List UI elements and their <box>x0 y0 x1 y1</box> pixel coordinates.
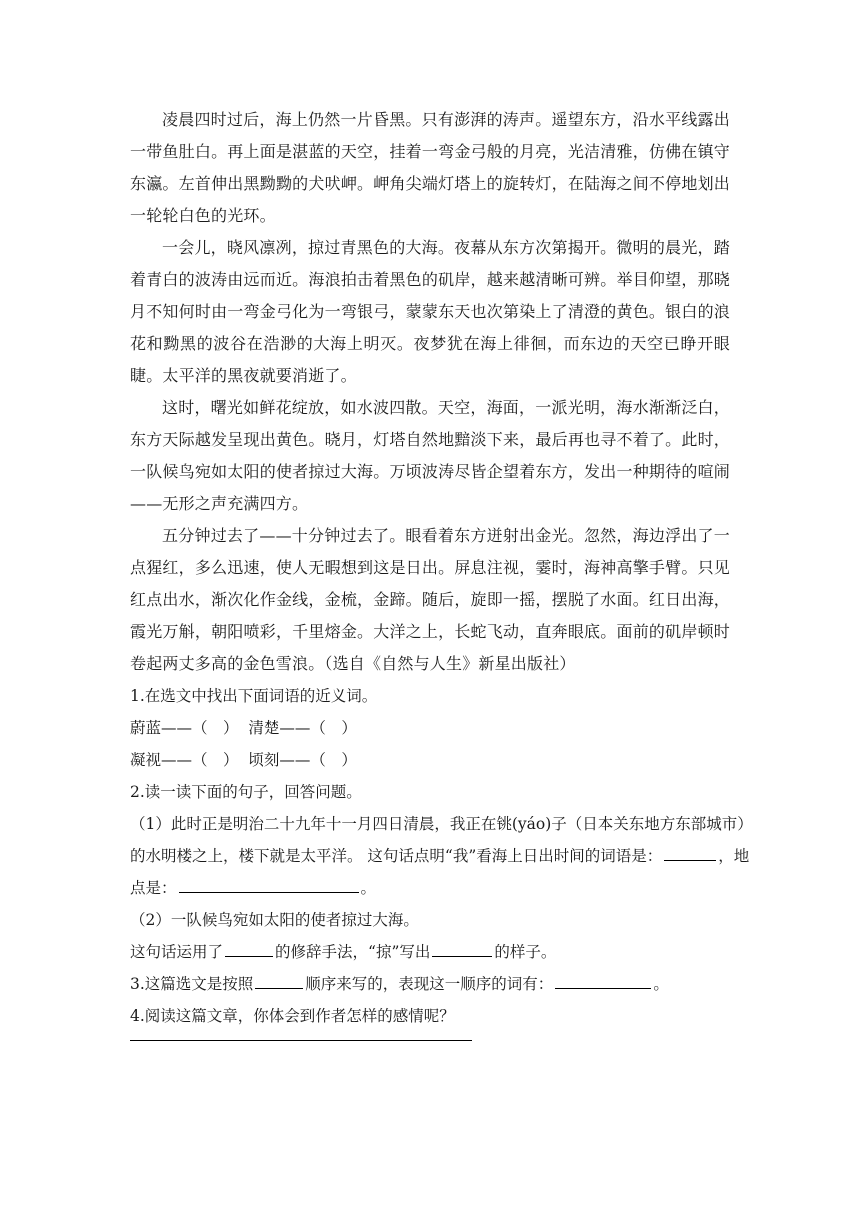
document-page <box>130 104 753 1032</box>
question-2-1-line-3 <box>130 872 730 904</box>
question-1-title: 1.在选文中找出下面词语的近义词。 <box>130 687 378 705</box>
question-2-1-place-label: 点是： <box>130 879 177 897</box>
answer-blank-time[interactable] <box>664 859 716 861</box>
passage-paragraph-3: 这时，曙光如鲜花绽放，如水波四散。天空，海面，一派光明，海水渐渐泛白，东方天际越发呈现出黄色。晓月，灯塔自然地黯淡下来，最后再也寻不着了。此时，一队候鸟宛如太阳的使者掠过大海。万顷波涛尽皆企望着东方，发出一种期待的喧闹——无形之声充满四方。 <box>130 398 730 513</box>
question-2-title: 2.读一读下面的句子，回答问题。 <box>130 783 362 801</box>
passage-paragraph-1: 凌晨四时过后，海上仍然一片昏黑。只有澎湃的涛声。遥望东方，沿水平线露出一带鱼肚白。再上面是湛蓝的天空，挂着一弯金弓般的月亮，光洁清雅，仿佛在镇守东瀛。左首伸出黑黝黝的犬吠岬。岬角尖端灯塔上的旋转灯，在陆海之间不停地划出一轮轮白色的光环。 <box>130 110 730 225</box>
passage-paragraph-2: 一会儿，晓风凛冽，掠过青黑色的大海。夜幕从东方次第揭开。微明的晨光，踏着青白的波涛由远而近。海浪拍击着黑色的矶岸，越来越清晰可辨。举目仰望，那晓月不知何时由一弯金弓化为一弯银弓，蒙蒙东天也次第染上了清澄的黄色。银白的浪花和黝黑的波谷在浩渺的大海上明灭。夜梦犹在海上徘徊，而东边的天空已睁开眼睫。太平洋的黑夜就要消逝了。 <box>130 238 730 385</box>
answer-blank-order[interactable] <box>255 987 303 989</box>
question-2-1-line-1: （1）此时正是明治二十九年十一月四日清晨，我正在铫(yáo)子（日本关东地方东部城市） <box>130 815 753 833</box>
synonym-item-qingke: 顷刻——（ ） <box>248 751 357 769</box>
question-3-text-b: 顺序来写的，表现这一顺序的词有： <box>305 975 554 993</box>
question-2-1-text-tail: ，地 <box>718 847 750 865</box>
question-3-text-a: 3.这篇选文是按照 <box>130 975 254 993</box>
question-2-2-text-c: 的样子。 <box>494 943 557 961</box>
answer-blank-place[interactable] <box>179 891 359 893</box>
question-3-period: 。 <box>653 975 669 993</box>
answer-blank-order-words[interactable] <box>555 987 651 989</box>
question-3 <box>130 968 730 1000</box>
question-2-1-line-2 <box>130 840 750 872</box>
question-2-2-line-2 <box>130 936 730 968</box>
answer-line-question-4[interactable] <box>130 1040 472 1041</box>
synonym-item-weilan: 蔚蓝——（ ） <box>130 719 239 737</box>
question-2-2-text-a: 这句话运用了 <box>130 943 224 961</box>
answer-blank-rhetoric[interactable] <box>225 955 273 957</box>
passage-paragraph-4: 五分钟过去了——十分钟过去了。眼看着东方迸射出金光。忽然，海边浮出了一点猩红，多么迅速，使人无暇想到这是日出。屏息注视，霎时，海神高擎手臂。只见红点出水，渐次化作金线，金梳，金蹄。随后，旋即一摇，摆脱了水面。红日出海，霞光万斛，朝阳喷彩，千里熔金。大洋之上，长蛇飞动，直奔眼底。面前的矶岸顿时卷起两丈多高的金色雪浪。（选自《自然与人生》新星出版社） <box>130 526 730 673</box>
question-1-row-1 <box>130 712 730 744</box>
synonym-item-ningshi: 凝视——（ ） <box>130 751 239 769</box>
question-1-row-2 <box>130 744 730 776</box>
question-2-2-text-b: 的修辞手法，“掠”写出 <box>275 943 431 961</box>
answer-blank-appearance[interactable] <box>432 955 492 957</box>
question-2-2-line-1: （2）一队候鸟宛如太阳的使者掠过大海。 <box>130 911 419 929</box>
synonym-item-qingchu: 清楚——（ ） <box>248 719 357 737</box>
question-4: 4.阅读这篇文章，你体会到作者怎样的感情呢？ <box>130 1007 455 1025</box>
question-2-1-period: 。 <box>360 879 377 897</box>
question-2-1-text: 的水明楼之上，楼下就是太平洋。 这句话点明“我”看海上日出时间的词语是： <box>130 847 663 865</box>
